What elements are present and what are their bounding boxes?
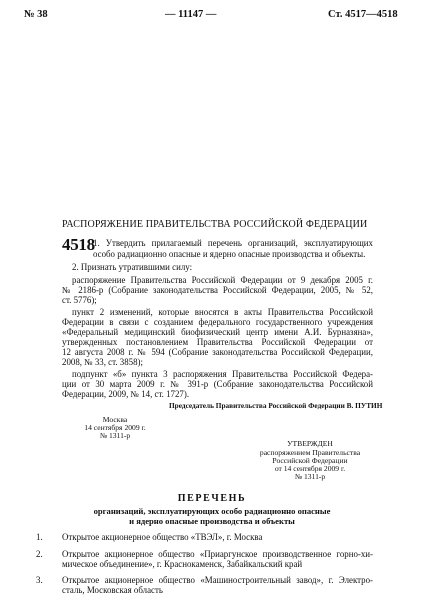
list-title: ПЕРЕЧЕНЬ — [177, 493, 247, 504]
list-item-number: 1. — [36, 532, 43, 542]
approval-line: от 14 сентября 2009 г. — [274, 464, 346, 473]
repealed-item-b: Федерации в связи с созданием федерального государственного учреждения — [62, 317, 373, 327]
order-number: 4518 — [62, 235, 95, 254]
repealed-item-b: 2008, № 33, ст. 3858); — [62, 357, 143, 367]
list-item: Открытое акционерное общество «Приаргунское производственное горно-хи- — [62, 549, 373, 559]
list-item-number: 3. — [36, 575, 43, 585]
repealed-item-b: утвержденных постановлением Правительства Российской Федерации от — [62, 337, 373, 347]
list-item-number: 2. — [36, 549, 43, 559]
page-number: — 11147 — — [165, 9, 217, 20]
issue-number: № 38 — [24, 9, 48, 20]
list-subtitle: организаций, эксплуатирующих особо радиационно опасные — [93, 506, 331, 516]
repealed-item-b: пункт 2 изменений, которые вносятся в акты Правительства Российской — [72, 307, 373, 317]
repealed-item-b: «Федеральный медицинский биофизический центр имени А.И. Бурназяна», — [62, 327, 373, 337]
signing-date: 14 сентября 2009 г. — [84, 423, 146, 432]
repealed-item-c-line: ции от 30 марта 2009 г. № 391-р (Собрание законодательства Российской — [62, 379, 373, 389]
approval-line: № 1311-р — [294, 472, 326, 481]
repealed-item-a: № 2186-р (Собрание законодательства Российской Федерации, 2005, № 52, — [62, 285, 373, 295]
order-doc-number: № 1311-р — [99, 431, 131, 440]
signature: Председатель Правительства Российской Федерации В. ПУТИН — [169, 401, 383, 410]
order-title: РАСПОРЯЖЕНИЕ ПРАВИТЕЛЬСТВА РОССИЙСКОЙ ФЕДЕРАЦИИ — [62, 219, 368, 230]
repealed-item-c-line: Федерации, 2009, № 14, ст. 1727). — [62, 389, 190, 399]
paragraph-1-line: 1. Утвердить прилагаемый перечень организаций, эксплуатирующих — [93, 238, 373, 248]
article-range: Ст. 4517—4518 — [328, 9, 398, 20]
list-item: Открытое акционерное общество «Машиностроительный завод», г. Электро- — [62, 575, 373, 585]
repealed-item-a: распоряжение Правительства Российской Федерации от 9 декабря 2005 г. — [72, 275, 373, 285]
approval-line: распоряжением Правительства — [259, 448, 361, 457]
repealed-item-a: ст. 5776); — [62, 295, 97, 305]
paragraph-1-line: особо радиационно опасные и ядерно опасные производства и объекты. — [93, 249, 366, 259]
list-item: Открытое акционерное общество «ТВЭЛ», г. Москва — [62, 532, 263, 542]
list-item: мическое объединение», г. Краснокаменск, Забайкальский край — [62, 559, 303, 569]
list-subtitle: и ядерно опасные производства и объекты — [129, 516, 295, 526]
paragraph-2: 2. Признать утратившими силу: — [72, 262, 193, 272]
repealed-item-c-line: подпункт «б» пункта 3 распоряжения Правительства Российской Федера- — [72, 369, 373, 379]
repealed-item-b: 12 августа 2008 г. № 594 (Собрание законодательства Российской Федерации, — [62, 347, 373, 357]
signing-place: Москва — [102, 415, 128, 424]
approval-line: Российской Федерации — [272, 456, 348, 465]
list-item: сталь, Московская область — [62, 585, 163, 595]
approval-heading: УТВЕРЖДЕН — [287, 439, 333, 448]
